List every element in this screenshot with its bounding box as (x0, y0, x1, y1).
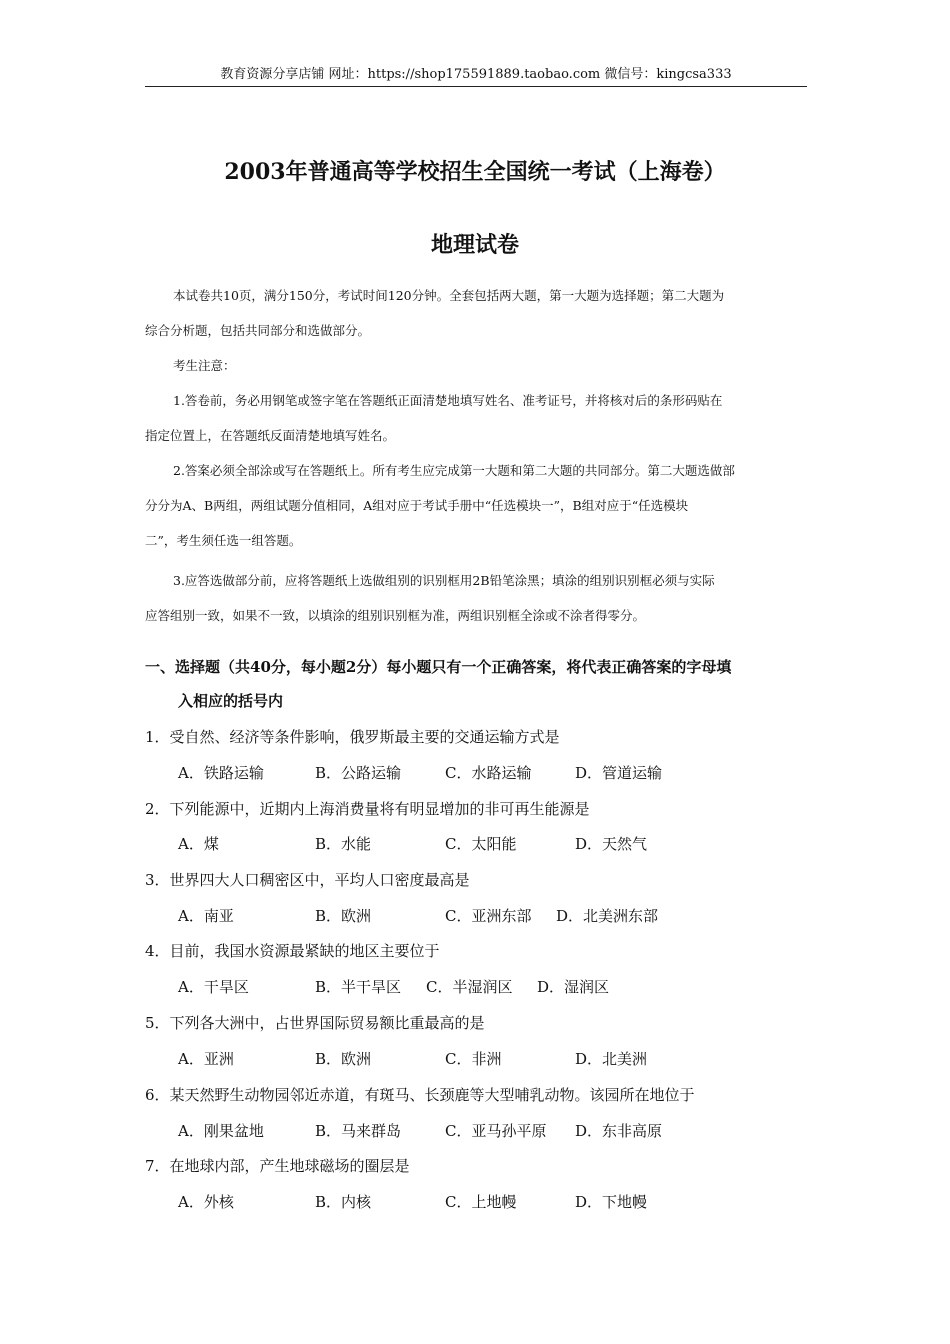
note-line: 3.应答选做部分前，应将答题纸上选做组别的识别框用2B铅笔涂黑；填涂的组别识别框必须与实际 (173, 573, 715, 588)
option-c: C．亚马孙平原 (445, 1122, 547, 1140)
notice-label-block (145, 348, 807, 383)
question-1-stem: 1．受自然、经济等条件影响，俄罗斯最主要的交通运输方式是 (145, 728, 560, 746)
option-d: D．管道运输 (575, 764, 663, 782)
note-line: 应答组别一致，如果不一致，以填涂的组别识别框为准，两组识别框全涂或不涂者得零分。 (145, 608, 646, 623)
note-3 (145, 563, 807, 633)
option-a: A．刚果盆地 (178, 1122, 264, 1140)
question-7-stem: 7．在地球内部，产生地球磁场的圈层是 (145, 1157, 410, 1175)
intro-paragraph (145, 278, 807, 348)
exam-subtitle: 地理试卷 (430, 232, 519, 258)
note-line: 1.答卷前，务必用钢笔或签字笔在答题纸正面清楚地填写姓名、准考证号，并将核对后的条形码贴在 (173, 393, 723, 408)
option-c: C．太阳能 (445, 835, 517, 853)
option-d: D．下地幔 (575, 1193, 648, 1211)
option-c: C．亚洲东部 (445, 907, 532, 925)
option-d: D．湿润区 (537, 978, 610, 996)
page-header (145, 66, 807, 87)
question-5-stem: 5．下列各大洲中，占世界国际贸易额比重最高的是 (145, 1014, 485, 1032)
note-line: 指定位置上，在答题纸反面清楚地填写姓名。 (145, 428, 396, 443)
question-2-stem: 2．下列能源中，近期内上海消费量将有明显增加的非可再生能源是 (145, 800, 590, 818)
notice-label: 考生注意： (173, 358, 236, 373)
option-a: A．亚洲 (178, 1050, 234, 1068)
option-c: C．半湿润区 (426, 978, 513, 996)
header-text: 教育资源分享店铺 网址：https://shop175591889.taobao.com 微信号：kingcsa333 (220, 67, 732, 82)
option-b: B．欧洲 (315, 1050, 372, 1068)
note-line: 分分为A、B两组，两组试题分值相同，A组对应于考试手册中“任选模块一”，B组对应于“任选模块 (145, 498, 689, 513)
option-b: B．欧洲 (315, 907, 372, 925)
option-c: C．水路运输 (445, 764, 532, 782)
section-line: 一、选择题（共40分，每小题2分）每小题只有一个正确答案，将代表正确答案的字母填 (145, 658, 732, 676)
option-d: D．北美洲 (575, 1050, 648, 1068)
intro-line: 综合分析题，包括共同部分和选做部分。 (145, 323, 371, 338)
note-line: 二”，考生须任选一组答题。 (145, 533, 302, 548)
question-3-stem: 3．世界四大人口稠密区中，平均人口密度最高是 (145, 871, 470, 889)
option-a: A．煤 (178, 835, 219, 853)
option-b: B．马来群岛 (315, 1122, 402, 1140)
option-a: A．外核 (178, 1193, 234, 1211)
note-2 (145, 453, 807, 558)
option-a: A．干旱区 (178, 978, 249, 996)
option-a: A．南亚 (178, 907, 234, 925)
option-a: A．铁路运输 (178, 764, 264, 782)
question-4-stem: 4．目前，我国水资源最紧缺的地区主要位于 (145, 942, 440, 960)
section-line: 入相应的括号内 (178, 692, 284, 710)
option-b: B．公路运输 (315, 764, 402, 782)
exam-title: 2003年普通高等学校招生全国统一考试（上海卷） (224, 159, 726, 185)
intro-line: 本试卷共10页，满分150分，考试时间120分钟。全套包括两大题，第一大题为选择题；第二大题为 (173, 288, 725, 303)
option-d: D．天然气 (575, 835, 648, 853)
question-6-stem: 6．某天然野生动物园邻近赤道，有斑马、长颈鹿等大型哺乳动物。该园所在地位于 (145, 1086, 695, 1104)
option-c: C．上地幔 (445, 1193, 517, 1211)
option-b: B．水能 (315, 835, 372, 853)
option-d: D．东非高原 (575, 1122, 663, 1140)
note-line: 2.答案必须全部涂或写在答题纸上。所有考生应完成第一大题和第二大题的共同部分。第二大题选做部 (173, 463, 735, 478)
option-c: C．非洲 (445, 1050, 502, 1068)
option-b: B．半干旱区 (315, 978, 402, 996)
option-d: D．北美洲东部 (556, 907, 659, 925)
section-heading (145, 650, 809, 718)
option-b: B．内核 (315, 1193, 372, 1211)
note-1 (145, 383, 807, 453)
